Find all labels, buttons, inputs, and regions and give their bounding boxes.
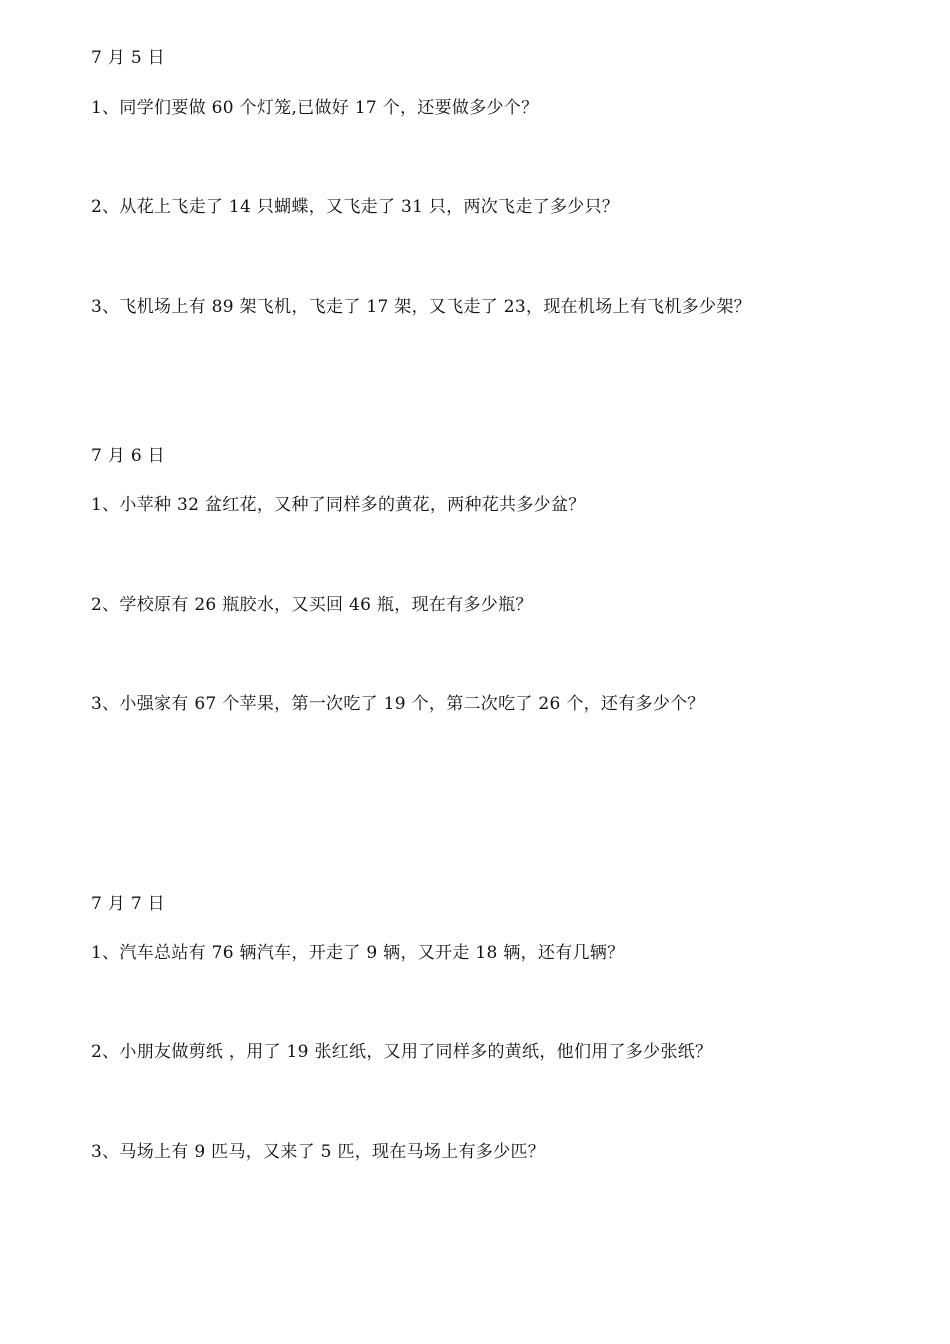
question-jul5-3: 3、飞机场上有 89 架飞机，飞走了 17 架，又飞走了 23，现在机场上有飞机多少架？	[91, 297, 751, 317]
question-jul7-3: 3、马场上有 9 匹马，又来了 5 匹，现在马场上有多少匹？	[91, 1142, 546, 1162]
section-date-jul7: 7 月 7 日	[91, 894, 165, 914]
question-jul5-1: 1、同学们要做 60 个灯笼,已做好 17 个，还要做多少个？	[91, 98, 539, 118]
question-jul6-1: 1、小苹种 32 盆红花，又种了同样多的黄花，两种花共多少盆？	[91, 495, 586, 515]
question-jul5-2: 2、从花上飞走了 14 只蝴蝶，又飞走了 31 只，两次飞走了多少只？	[91, 197, 620, 217]
question-jul6-2: 2、学校原有 26 瓶胶水，又买回 46 瓶，现在有多少瓶？	[91, 595, 533, 615]
question-jul7-1: 1、汽车总站有 76 辆汽车，开走了 9 辆，又开走 18 辆，还有几辆？	[91, 943, 625, 963]
question-jul7-2: 2、小朋友做剪纸 ，用了 19 张红纸，又用了同样多的黄纸，他们用了多少张纸？	[91, 1042, 713, 1062]
section-date-jul5: 7 月 5 日	[91, 48, 165, 68]
question-jul6-3: 3、小强家有 67 个苹果，第一次吃了 19 个，第二次吃了 26 个，还有多少个？	[91, 694, 705, 714]
section-date-jul6: 7 月 6 日	[91, 446, 165, 466]
